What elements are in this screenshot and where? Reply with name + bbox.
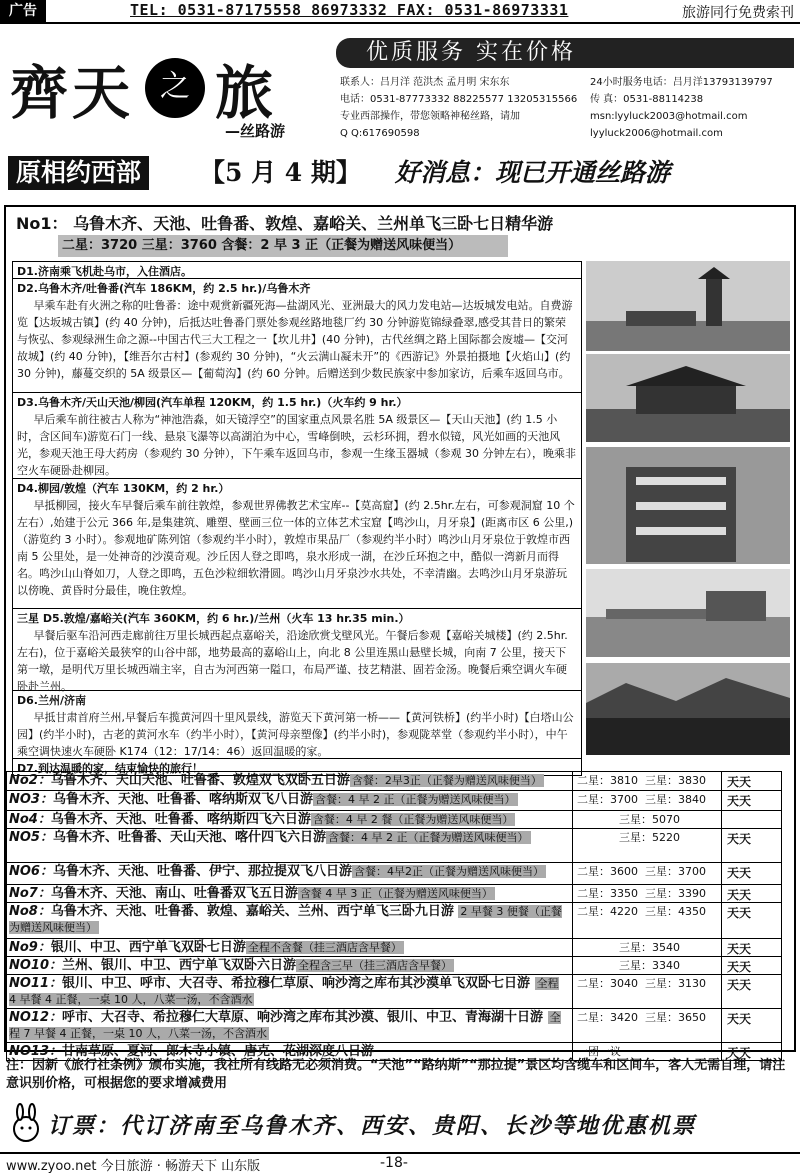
divider <box>721 885 722 902</box>
rabbit-mascot-icon <box>6 1103 46 1143</box>
route-text <box>9 904 569 936</box>
route-no: No9： <box>9 940 51 955</box>
day-list <box>12 261 582 776</box>
route-name: 乌鲁木齐、天池、南山、吐鲁番双飞五日游 <box>50 886 298 901</box>
meal-note: 含餐：4 早 2 餐（正餐为赠送风味便当） <box>312 813 514 826</box>
route-name: 乌鲁木齐、天池、吐鲁番、喀纳斯双飞八日游 <box>52 792 313 807</box>
policy-footnote: 注：因新《旅行社条例》颁布实施，我社所有线路无必须消费。“天池”“路纳斯”“那拉提”景区均含缆车和区间车，客人无需自理，请注意识别价格，可根据您的要求增减费用 <box>6 1058 786 1091</box>
contact-right: 传 真：0531-88114238 <box>590 94 704 105</box>
contact-right: msn:lyyluck2003@hotmail.com <box>590 111 748 122</box>
day-heading: D3.乌鲁木齐/天山天池/柳园(汽车单程 120KM，约 1.5 hr.)（火车约 9 hr.） <box>17 396 408 409</box>
route-no1-title: No1： 乌鲁木齐、天池、吐鲁番、敦煌、嘉峪关、兰州单飞三卧七日精华游 <box>16 214 554 233</box>
meal-note: 全程 7 早餐 4 正餐，一桌 10 人，八菜一汤，不含酒水 <box>9 1011 561 1040</box>
divider <box>721 863 722 884</box>
route-text <box>9 830 569 846</box>
contact-right: 24小时服务电话：吕月洋13793139797 <box>590 77 773 88</box>
contact-left: Q Q:617690598 <box>340 128 420 139</box>
departure-daily: 天天 <box>727 888 752 902</box>
contact-row <box>340 125 795 142</box>
header <box>0 26 800 150</box>
divider <box>572 863 573 884</box>
footer-site: www.zyoo.net 今日旅游 · 畅游天下 山东版 <box>6 1159 261 1174</box>
route-name: 乌鲁木齐、天池、吐鲁番、伊宁、那拉提双飞八日游 <box>52 864 352 879</box>
route-price: 二星：3420 三星：3650 <box>577 1011 706 1024</box>
divider <box>721 829 722 862</box>
photo-mogao-caves <box>586 447 790 564</box>
departure-daily: 天天 <box>727 832 752 846</box>
route-name: 乌鲁木齐、天池、吐鲁番、喀纳斯四飞六日游 <box>50 812 311 827</box>
route-price: 三星：5070 <box>577 813 680 826</box>
day-item <box>12 478 582 608</box>
route-table <box>6 771 782 1061</box>
departure-daily: 天天 <box>727 942 752 956</box>
contact-left: 联系人：吕月洋 范洪杰 孟月明 宋东东 <box>340 77 510 88</box>
route-text <box>9 1010 569 1042</box>
divider <box>721 811 722 828</box>
route-row <box>6 791 782 811</box>
departure-daily: 天天 <box>727 794 752 808</box>
day-item <box>12 608 582 693</box>
route-price: 二星：4220 三星：4350 <box>577 905 706 918</box>
contact-row <box>340 74 795 91</box>
route-no: No8： <box>9 904 51 919</box>
photo-jiayuguan <box>586 569 790 657</box>
tel-fax-line: TEL: 0531-87175558 86973332 FAX: 0531-86973331 <box>130 1 569 19</box>
divider <box>572 975 573 1008</box>
contact-left: 电话：0531-87773332 88225577 13205315566 <box>340 94 578 105</box>
route-no: NO13： <box>9 1044 63 1059</box>
route-price: 二星：3700 三星：3840 <box>577 793 706 806</box>
meal-note: 2 早餐 3 便餐（正餐为赠送风味便当） <box>9 905 562 934</box>
day-body: 早乘车赴有火洲之称的吐鲁番：途中观赏新疆死海—盐湖风光、亚洲最大的风力发电站—达坂城发电站。自费游览【达坂城古镇】(约 40 分钟)，后抵达吐鲁番门票处参观丝路地毯厂约 30 分钟游览锦绿叠翠,感受其昔日的繁荣与恢弘、参观绿洲生命之源--中国古代三大工程之一【坎儿井】(40 分钟)，古代丝绸之路上国际都会废墟—【交河故城】(约 40 分钟)，【维吾尔古村】(参观约 30 分钟)，“火云满山凝未开”的《西游记》外景拍摄地【火焰山】(约 30 分钟)，藤蔓交织的 5A 级景区—【葡萄沟】(约 60 分钟。后赠送到少数民族家中参加家访，后乘车返回乌市。 <box>17 299 573 380</box>
route-no: NO12： <box>9 1010 63 1025</box>
divider <box>721 957 722 974</box>
contact-left: 专业西部操作，带您领略神秘丝路，请加 <box>340 111 520 122</box>
day-item <box>12 261 582 278</box>
divider <box>721 772 722 790</box>
photo-city-gate <box>586 354 790 442</box>
meal-note: 含餐：4早2正（正餐为赠送风味便当） <box>354 865 544 878</box>
route-no: NO3： <box>9 792 53 807</box>
agency-logo <box>10 34 310 144</box>
divider <box>721 939 722 956</box>
divider <box>721 791 722 810</box>
route-no: No2： <box>9 773 51 788</box>
photo-lake <box>586 663 790 755</box>
route-text <box>9 792 569 808</box>
day-body: 早抵柳园，接火车早餐后乘车前往敦煌，参观世界佛教艺术宝库--【莫高窟】(约 2.5hr.左右，可参观洞窟 10 个左右）,始建于公元 366 年,是集建筑、雕塑、壁画三位一体的立体艺术宝窟【鸣沙山，月牙泉】(距离市区 6 公里,)（游览约 3 小时）。参观地矿陈列馆（参观约半小时），敦煌市果品厂（参观约半小时）鸣沙山月牙泉位于敦煌市西南 5 公里处，是一处神奇的沙漠奇观。沙丘因人登之即鸣，泉水形成一湖，在沙丘环抱之中，酷似一湾新月而得名。鸣沙山山脊如刀，人登之即鸣，五色沙粒细软滑圆。鸣沙山月牙泉沙水共处，不幸清幽。去鸣沙山月牙泉游玩以傍晚、黄昏时分最佳，晚住敦煌。 <box>17 499 575 597</box>
meal-note: 全程含三早（挂三酒店含早餐） <box>298 959 453 972</box>
route-no: No4： <box>9 812 51 827</box>
route-text <box>9 773 569 789</box>
divider <box>572 1009 573 1042</box>
route-name: 银川、中卫、呼市、大召寺、希拉穆仁草原、响沙湾之库布其沙漠单飞双卧七日游 <box>62 976 531 991</box>
departure-daily: 天天 <box>727 906 752 920</box>
day-heading: D2.乌鲁木齐/吐鲁番(汽车 186KM，约 2.5 hr.)/乌鲁木齐 <box>17 282 311 295</box>
route-name: 甘南草原、夏河、郎木寺小镇、唐克、花湖深度八日游 <box>62 1044 375 1059</box>
day-heading: D6.兰州/济南 <box>17 694 86 707</box>
route-no: NO10： <box>9 958 63 973</box>
contact-row <box>340 91 795 108</box>
departure-daily: 天天 <box>727 978 752 992</box>
contact-row <box>340 108 795 125</box>
title-main: 原相约西部 <box>8 156 149 190</box>
route-price: 三星：3540 <box>577 941 680 954</box>
page-footer <box>0 1152 800 1173</box>
route-price: 二星：3600 三星：3700 <box>577 865 706 878</box>
top-ad-bar <box>0 0 800 24</box>
issue-label: 【5 月 4 期】 <box>200 158 361 187</box>
divider <box>572 885 573 902</box>
departure-daily: 天天 <box>727 1012 752 1026</box>
meal-note: 含餐：4 早 2 正（正餐为赠送风味便当） <box>328 831 529 844</box>
page-number: -18- <box>380 1155 408 1171</box>
divider <box>572 772 573 790</box>
route-row <box>6 829 782 863</box>
logo-subtitle: —丝路游 <box>225 122 286 140</box>
divider <box>572 903 573 938</box>
divider <box>721 975 722 1008</box>
meal-note: 含餐 4 早 3 正（正餐为赠送风味便当） <box>299 887 493 900</box>
divider <box>572 957 573 974</box>
divider <box>572 939 573 956</box>
route-text <box>9 976 569 1008</box>
departure-daily: 天天 <box>727 775 752 789</box>
route-no: No7： <box>9 886 51 901</box>
day-heading: D7.到达温暖的家，结束愉快的旅行！ <box>17 762 203 775</box>
divider <box>721 903 722 938</box>
day-body: 早抵甘肃首府兰州,早餐后车揽黄河四十里风景线，游览天下黄河第一桥——【黄河铁桥】(约半小时)【白塔山公园】(约半小时)，古老的黄河水车（约半小时），【黄河母亲塑像】(约半小时)，参观陇萃堂（参观约半小时），中午乘空调快速火车硬卧 K174（12：17/14：46）返回温暖的家。 <box>17 711 574 758</box>
route-row <box>6 975 782 1009</box>
slogan-banner: 优质服务 实在价格 <box>336 38 794 68</box>
route-price: 二星：3350 三星：3390 <box>577 887 706 900</box>
route-price: 二星：3810 三星：3830 <box>577 774 706 787</box>
route-name: 乌鲁木齐、天池、吐鲁番、敦煌、嘉峪关、兰州、西宁单飞三卧九日游 <box>50 904 454 919</box>
route-row <box>6 957 782 975</box>
route-text <box>9 864 569 880</box>
divider <box>721 1009 722 1042</box>
title-band <box>0 153 800 193</box>
route-row <box>6 939 782 957</box>
meal-note: 全程 4 早餐 4 正餐，一桌 10 人，八菜一汤，不含酒水 <box>9 977 559 1006</box>
route-row <box>6 863 782 885</box>
day-heading: D1.济南乘飞机赴乌市，入住酒店。 <box>17 265 192 278</box>
route-no1-price: 二星：3720 三星：3760 含餐：2 早 3 正（正餐为赠送风味便当） <box>58 235 508 257</box>
contact-right: lyyluck2006@hotmail.com <box>590 128 723 139</box>
logo-text-left: 齊天 <box>10 59 135 127</box>
day-body: 早后乘车前往被古人称为“神池浩淼，如天镜浮空”的国家重点风景名胜 5A 级景区—【天山天池】(约 1.5 小时，含区间车)游览石门一线、悬泉飞瀑等以高湖泊为中心，雪峰倒映，云杉环拥，碧水似镜，风光如画的天池风光，参观天池王母大药房（参观约 30 分钟），下午乘车返回乌市，参观一生缘玉器城（参观 30 分钟左右），晚乘非空火车硬卧赴柳园。 <box>17 413 576 477</box>
route-price: 一团一议 <box>577 1045 621 1058</box>
divider <box>572 811 573 828</box>
contact-block <box>340 74 795 142</box>
route-row <box>6 1009 782 1043</box>
route-text <box>9 958 569 974</box>
good-news-headline: 好消息：现已开通丝路游 <box>395 158 671 187</box>
route-name: 乌鲁木齐、天山天池、吐鲁番、敦煌双飞双卧五日游 <box>50 773 350 788</box>
route-price: 三星：5220 <box>577 831 680 844</box>
ticket-service-text: 订票：代订济南至乌鲁木齐、西安、贵阳、长沙等地优惠机票 <box>48 1114 697 1139</box>
logo-text-right: 旅 <box>215 59 278 127</box>
route-name: 呼市、大召寺、希拉穆仁大草原、响沙湾之库布其沙漠、银川、中卫、青海湖十日游 <box>62 1010 544 1025</box>
meal-note: 含餐：2早3正（正餐为赠送风味便当） <box>351 774 542 787</box>
free-catalog-note: 旅游同行免费索刊 <box>682 5 794 21</box>
route-price: 二星：3040 三星：3130 <box>577 977 706 990</box>
ad-tag: 广告 <box>0 0 46 22</box>
departure-daily: 天天 <box>727 1046 752 1060</box>
meal-note: 含餐：4 早 2 正（正餐为赠送风味便当） <box>315 793 516 806</box>
photo-pagoda <box>586 261 790 351</box>
divider <box>572 791 573 810</box>
route-row <box>6 903 782 939</box>
route-name: 银川、中卫、西宁单飞双卧七日游 <box>50 940 246 955</box>
route-text <box>9 886 569 902</box>
day-heading: 三星 D5.敦煌/嘉峪关(汽车 360KM，约 6 hr.)/兰州（火车 13 hr.35 min.） <box>17 612 410 625</box>
departure-daily: 天天 <box>727 960 752 974</box>
route-no: NO6： <box>9 864 53 879</box>
day-item <box>12 392 582 478</box>
route-price: 三星：3340 <box>577 959 680 972</box>
day-heading: D4.柳园/敦煌（汽车 130KM，约 2 hr.） <box>17 482 230 495</box>
route-name: 兰州、银川、中卫、西宁单飞双卧六日游 <box>62 958 297 973</box>
meal-note: 全程不含餐（挂三酒店含早餐） <box>247 941 402 954</box>
day-body: 早餐后驱车沿河西走廊前往万里长城西起点嘉峪关，沿途欣赏戈壁风光。午餐后参观【嘉峪关城楼】(约 2.5hr.左右)，位于嘉峪关最狭窄的山谷中部，地势最高的嘉峪山上，向北 8 公里连黑山悬壁长城，向南 7 公里，接天下第一墩，是明代万里长城西端主宰，自古为河西第一隘口，布局严谨、技艺精湛、固若金汤。晚餐后乘空调火车硬卧赴兰州。 <box>17 629 568 693</box>
route-row <box>6 885 782 903</box>
divider <box>572 829 573 862</box>
departure-daily: 天天 <box>727 866 752 880</box>
route-no: NO11： <box>9 976 63 991</box>
day-item <box>12 278 582 392</box>
logo-circle: 之 <box>145 58 205 118</box>
day-item <box>12 690 582 758</box>
ticket-banner <box>0 1095 800 1153</box>
route-no: NO5： <box>9 830 53 845</box>
route-text <box>9 940 569 956</box>
route-name: 乌鲁木齐、吐鲁番、天山天池、喀什四飞六日游 <box>52 830 326 845</box>
route-row <box>6 771 782 791</box>
route-row <box>6 811 782 829</box>
route-no1 <box>6 207 794 261</box>
route-text <box>9 812 569 828</box>
